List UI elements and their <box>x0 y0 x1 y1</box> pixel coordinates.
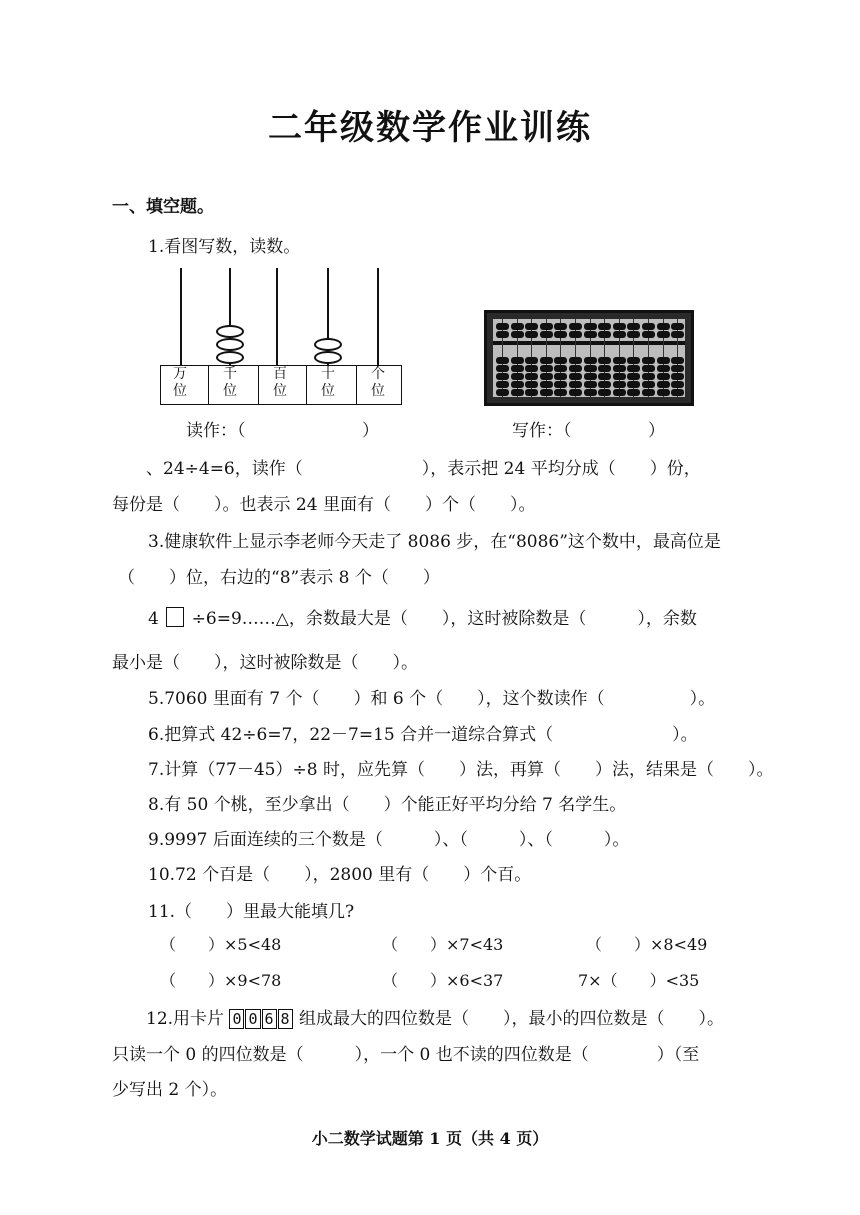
suanpan-bead <box>511 381 524 388</box>
suanpan-bead <box>540 323 553 330</box>
suanpan-bead <box>657 389 670 396</box>
question-7: 7.计算（77－45）÷8 时，应先算（ ）法，再算（ ）法，结果是（ ）。 <box>148 760 774 780</box>
suanpan-bead <box>627 381 640 388</box>
abacus-place-value-base <box>160 365 402 405</box>
suanpan-column <box>613 319 626 397</box>
question-12-line-1 <box>146 1004 724 1029</box>
suanpan-bead <box>598 365 611 372</box>
suanpan-bead <box>613 323 626 330</box>
suanpan-bead <box>657 373 670 380</box>
suanpan-bead <box>496 365 509 372</box>
page-title: 二年级数学作业训练 <box>268 108 592 148</box>
suanpan-bead <box>554 365 567 372</box>
suanpan-bead <box>569 381 582 388</box>
suanpan-bead <box>496 389 509 396</box>
suanpan-bead <box>627 331 640 338</box>
suanpan-bead <box>511 373 524 380</box>
suanpan-bead <box>525 357 538 364</box>
suanpan-bead <box>554 357 567 364</box>
suanpan-bead <box>554 389 567 396</box>
suanpan-bead <box>496 323 509 330</box>
suanpan-bead <box>657 331 670 338</box>
question-12-line-3: 少写出 2 个）。 <box>112 1080 228 1100</box>
question-8: 8.有 50 个桃，至少拿出（ ）个能正好平均分给 7 名学生。 <box>148 795 627 815</box>
read-as-close: ） <box>362 421 379 441</box>
suanpan-bead <box>671 323 684 330</box>
suanpan-bead <box>525 381 538 388</box>
abacus-bead <box>216 338 244 351</box>
suanpan-bead <box>540 373 553 380</box>
q11-item-6: 7×（ ）<35 <box>578 971 700 990</box>
suanpan-column <box>511 319 524 397</box>
abacus-bead <box>216 351 244 364</box>
q11-item-5: （ ）×6<37 <box>382 971 504 990</box>
suanpan-bead <box>554 323 567 330</box>
q11-item-1: （ ）×5<48 <box>160 935 282 954</box>
suanpan-bead <box>642 381 655 388</box>
question-4-line-2: 最小是（ ），这时被除数是（ ）。 <box>112 653 418 673</box>
number-card: 8 <box>278 1009 293 1029</box>
suanpan-bead <box>584 357 597 364</box>
suanpan-bead <box>569 331 582 338</box>
suanpan-bead <box>540 389 553 396</box>
question-12-text: 组成最大的四位数是（ ），最小的四位数是（ ）。 <box>298 1009 724 1029</box>
suanpan-bead <box>554 381 567 388</box>
suanpan-bead <box>525 373 538 380</box>
suanpan-bead <box>496 331 509 338</box>
suanpan-bead <box>613 357 626 364</box>
suanpan-column <box>671 319 684 397</box>
suanpan-column <box>584 319 597 397</box>
suanpan-column <box>598 319 611 397</box>
suanpan-column <box>642 319 655 397</box>
question-4-line-1 <box>148 604 697 629</box>
question-2-line-1: 、24÷4=6，读作（ ），表示把 24 平均分成（ ）份， <box>146 459 701 479</box>
q11-item-3: （ ）×8<49 <box>586 935 708 954</box>
abacus-rod <box>377 268 379 366</box>
suanpan-bead <box>569 373 582 380</box>
suanpan-bead <box>496 373 509 380</box>
suanpan-bead <box>569 323 582 330</box>
suanpan-bead <box>511 365 524 372</box>
suanpan-bead <box>642 331 655 338</box>
suanpan-column <box>525 319 538 397</box>
suanpan-bead <box>671 357 684 364</box>
write-as-close: ） <box>648 421 665 441</box>
suanpan-bead <box>627 365 640 372</box>
abacus-bead <box>314 338 342 351</box>
suanpan-bead <box>598 323 611 330</box>
suanpan-bead <box>569 357 582 364</box>
suanpan-bead <box>657 357 670 364</box>
write-as-label: 写作：（ <box>512 421 572 441</box>
suanpan-bead <box>525 331 538 338</box>
question-9: 9.9997 后面连续的三个数是（ ）、（ ）、（ ）。 <box>148 830 630 850</box>
suanpan-bead <box>598 381 611 388</box>
question-11: 11.（ ）里最大能填几? <box>148 902 355 922</box>
section-heading-fill-blank: 一、填空题。 <box>112 197 214 217</box>
abacus-bead <box>216 325 244 338</box>
suanpan-bead <box>642 365 655 372</box>
place-cell-bai: 百 位 <box>259 366 307 404</box>
suanpan-bead <box>613 381 626 388</box>
suanpan-bead <box>511 331 524 338</box>
dividend-box <box>166 607 184 627</box>
suanpan-bead <box>540 381 553 388</box>
abacus-rod <box>180 268 182 366</box>
abacus-bead <box>314 351 342 364</box>
suanpan-column <box>554 319 567 397</box>
q11-item-4: （ ）×9<78 <box>160 971 282 990</box>
suanpan-column <box>657 319 670 397</box>
suanpan-bead <box>584 323 597 330</box>
suanpan-bead <box>613 331 626 338</box>
suanpan-bead <box>671 389 684 396</box>
number-card: 0 <box>245 1009 260 1029</box>
suanpan-bead <box>525 323 538 330</box>
suanpan-bead <box>511 357 524 364</box>
suanpan-bead <box>598 357 611 364</box>
suanpan-column <box>496 319 509 397</box>
suanpan-bead <box>584 381 597 388</box>
suanpan-bead <box>584 373 597 380</box>
read-as-label: 读作：（ <box>186 421 246 441</box>
suanpan-bead <box>642 357 655 364</box>
suanpan-bead <box>511 323 524 330</box>
question-5: 5.7060 里面有 7 个（ ）和 6 个（ ），这个数读作（ ）。 <box>148 689 716 709</box>
suanpan-bead <box>584 331 597 338</box>
suanpan-bead <box>598 331 611 338</box>
suanpan-bead <box>613 389 626 396</box>
suanpan-column <box>540 319 553 397</box>
suanpan-bead <box>627 357 640 364</box>
suanpan-bead <box>613 365 626 372</box>
suanpan-bead <box>525 365 538 372</box>
suanpan-bead <box>584 389 597 396</box>
suanpan-bead <box>671 373 684 380</box>
suanpan-bead <box>627 323 640 330</box>
suanpan-bead <box>540 331 553 338</box>
suanpan-bead <box>569 365 582 372</box>
question-4-text: ÷6=9……△，余数最大是（ ），这时被除数是（ ），余数 <box>191 609 697 629</box>
question-2-line-2: 每份是（ ）。也表示 24 里面有（ ）个（ ）。 <box>112 495 536 515</box>
suanpan-bead <box>671 381 684 388</box>
question-4-number: 4 <box>148 609 159 629</box>
question-12-prefix: 12.用卡片 <box>146 1009 225 1029</box>
suanpan-bead <box>657 323 670 330</box>
question-6: 6.把算式 42÷6=7，22－7=15 合并一道综合算式（ ）。 <box>148 725 698 745</box>
suanpan-bead <box>496 357 509 364</box>
question-3-line-2: （ ）位，右边的“8”表示 8 个（ ） <box>118 568 440 588</box>
suanpan-image <box>484 310 694 406</box>
suanpan-bead <box>627 373 640 380</box>
suanpan-bead <box>657 381 670 388</box>
suanpan-bead <box>540 357 553 364</box>
abacus-rod <box>276 268 278 366</box>
suanpan-bead <box>525 389 538 396</box>
number-card: 0 <box>229 1009 244 1029</box>
suanpan-bead <box>554 373 567 380</box>
suanpan-bead <box>642 373 655 380</box>
suanpan-column <box>569 319 582 397</box>
suanpan-bead <box>598 389 611 396</box>
suanpan-bead <box>511 389 524 396</box>
suanpan-bead <box>671 331 684 338</box>
suanpan-bead <box>540 365 553 372</box>
question-10: 10.72 个百是（ ），2800 里有（ ）个百。 <box>148 865 532 885</box>
suanpan-bead <box>584 365 597 372</box>
suanpan-bead <box>642 323 655 330</box>
suanpan-bead <box>642 389 655 396</box>
suanpan-bead <box>554 331 567 338</box>
suanpan-bead <box>613 373 626 380</box>
place-cell-ge: 个 位 <box>371 366 385 399</box>
place-cell-wan: 万 位 <box>161 366 209 404</box>
question-3-line-1: 3.健康软件上显示李老师今天走了 8086 步，在“8086”这个数中，最高位是 <box>148 532 721 552</box>
suanpan-bead <box>657 365 670 372</box>
question-12-line-2: 只读一个 0 的四位数是（ ），一个 0 也不读的四位数是（ ）（至 <box>112 1045 700 1065</box>
suanpan-column <box>627 319 640 397</box>
number-card: 6 <box>262 1009 277 1029</box>
page-footer: 小二数学试题第 1 页（共 4 页） <box>311 1129 549 1148</box>
place-cell-qian: 千 位 <box>209 366 259 404</box>
place-cell-shi: 十 位 <box>307 366 357 404</box>
suanpan-bead <box>627 389 640 396</box>
suanpan-bead <box>671 365 684 372</box>
suanpan-bead <box>569 389 582 396</box>
question-1: 1.看图写数，读数。 <box>148 237 301 257</box>
suanpan-bead <box>598 373 611 380</box>
suanpan-bead <box>496 381 509 388</box>
q11-item-2: （ ）×7<43 <box>382 935 504 954</box>
